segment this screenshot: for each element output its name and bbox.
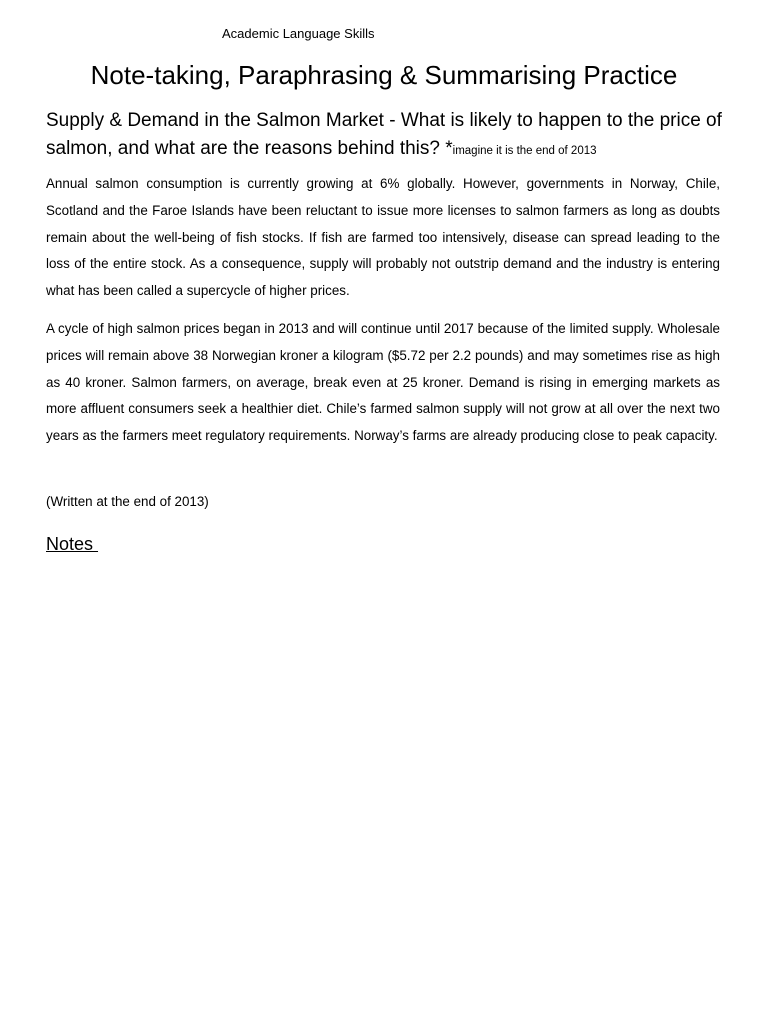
- notes-heading: Notes: [46, 534, 99, 554]
- body-paragraph-1: Annual salmon consumption is currently growing at 6% globally. However, governments in Norway, Chile, Scotland and the Faroe Islands have been reluctant to issue more licenses to salmon farmers as long as doubts remain about the well-being of fish stocks. If fish are farmed too intensively, disease can spread leading to the loss of the entire stock. As a consequence, supply will probably not outstrip demand and the industry is entering what has been called a supercycle of higher prices.: [46, 176, 720, 299]
- course-header: Academic Language Skills: [222, 26, 375, 41]
- question-heading: [46, 107, 726, 165]
- written-date-note: (Written at the end of 2013): [46, 494, 209, 509]
- question-footnote: imagine it is the end of 2013: [452, 145, 597, 157]
- body-paragraph-2: A cycle of high salmon prices began in 2013 and will continue until 2017 because of the limited supply. Wholesale prices will remain above 38 Norwegian kroner a kilogram ($5.72 per 2.2 pounds) and may sometimes rise as high as 40 kroner. Salmon farmers, on average, break even at 25 kroner. Demand is rising in emerging markets as more affluent consumers seek a healthier diet. Chile’s farmed salmon supply will not grow at all over the next two years as the farmers meet regulatory requirements. Norway’s farms are already producing close to peak capacity.: [46, 321, 720, 444]
- page-title: Note-taking, Paraphrasing & Summarising Practice: [90, 60, 678, 90]
- question-text: Supply & Demand in the Salmon Market - What is likely to happen to the price of salmon, and what are the reasons behind this? *: [46, 110, 722, 159]
